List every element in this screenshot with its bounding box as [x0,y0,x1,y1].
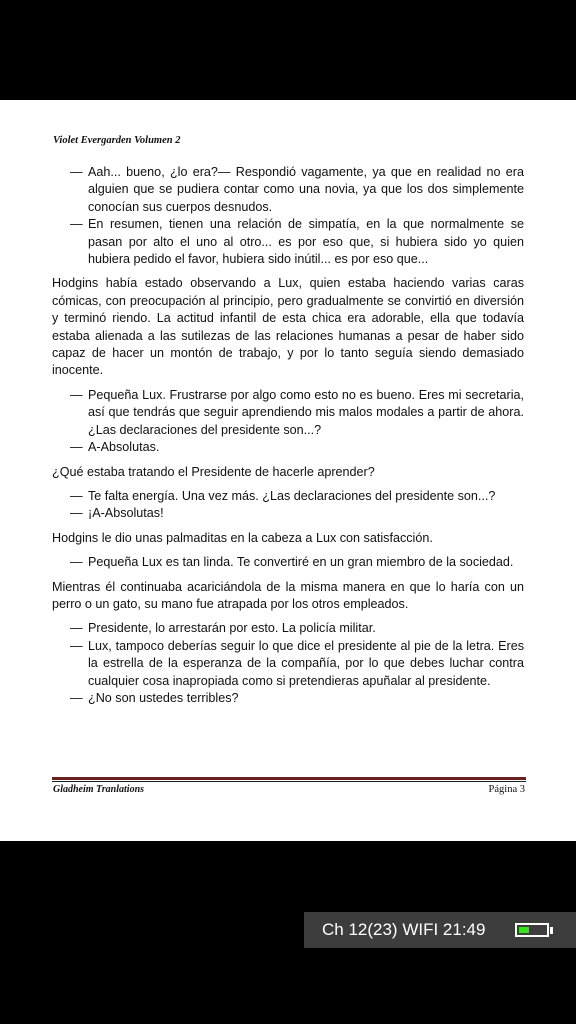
em-dash: — [70,488,83,503]
dialog-text: ¡A-Absolutas! [88,506,164,521]
page-number: Página 3 [488,784,525,795]
dialog-line [70,216,524,268]
dialog-text: Te falta energía. Una vez más. ¿Las declaraciones del presidente son...? [88,488,496,503]
dialog-block [52,620,524,707]
dialog-text: Aah... bueno, ¿lo era?— Respondió vagamente, ya que en realidad no era alguien que se pudiera contar como una novia, ya que los dos simplemente conocían sus cuerpos desnudos. [88,165,524,214]
dialog-block [52,488,524,523]
status-text: Ch 12(23) WIFI 21:49 [322,920,486,939]
narration-paragraph: ¿Qué estaba tratando el Presidente de hacerle aprender? [52,464,375,479]
dialog-text: Pequeña Lux. Frustrarse por algo como esto no es bueno. Eres mi secretaria, así que tendrás que seguir aprendiendo mis malos modales a partir de ahora. ¿Las declaraciones del presidente son...? [88,387,524,437]
document-page [0,100,576,841]
em-dash: — [70,387,83,402]
dialog-text: ¿No son ustedes terribles? [88,690,239,705]
em-dash: — [70,690,83,705]
em-dash: — [70,506,83,521]
em-dash: — [70,440,83,455]
dialog-block [52,164,524,268]
em-dash: — [70,638,83,653]
narration-paragraph: Hodgins había estado observando a Lux, quien estaba haciendo varias caras cómicas, con preocupación al principio, pero gradualmente se convirtió en diversión y terminó riendo. La actitud infantil de esta chica era adorable, ella que todavía estaba alienada a las sutilezas de las relaciones humanas a pesar de haber sido capaz de hacer un montón de trabajo, y por lo tanto seguía siendo demasiado inocente. [52,276,524,378]
running-header: Violet Evergarden Volumen 2 [53,135,181,146]
dialog-text: Presidente, lo arrestarán por esto. La policía militar. [88,621,376,636]
status-bar [304,912,576,948]
footer-rule [52,777,526,780]
battery-tip [550,927,553,934]
narration-paragraph: Hodgins le dio unas palmaditas en la cabeza a Lux con satisfacción. [52,530,433,545]
dialog-line [70,620,524,637]
dialog-line [70,690,524,707]
dialog-line [70,387,524,439]
dialog-line [70,488,524,505]
dialog-text: Pequeña Lux es tan linda. Te convertiré en un gran miembro de la sociedad. [88,555,514,570]
em-dash: — [70,217,83,232]
page-body [52,164,524,714]
dialog-text: Lux, tampoco deberías seguir lo que dice el presidente al pie de la letra. Eres la estrella de la esperanza de la compañía, por lo que debes luchar contra cualquier cosa inapropiada como si pretendieras apuñalar al presidente. [88,638,524,688]
footer-credit: Gladheim Tranlations [53,784,145,795]
em-dash: — [70,165,83,179]
battery-fill [519,927,529,933]
dialog-block [52,387,524,457]
narration-paragraph: Mientras él continuaba acariciándola de la misma manera en que lo haría con un perro o un gato, su mano fue atrapada por los otros empleados. [52,579,524,611]
em-dash: — [70,555,83,570]
dialog-line [70,164,524,216]
dialog-block [52,554,524,571]
dialog-line [70,505,524,522]
footer-rule-thin [52,781,526,782]
dialog-text: A-Absolutas. [88,440,160,455]
dialog-line [70,638,524,690]
battery-icon [515,923,549,937]
dialog-line [70,439,524,456]
dialog-text: En resumen, tienen una relación de simpatía, en la que normalmente se pasan por alto el uno al otro... es por eso que, si hubiera sido yo quien hubiera pedido el favor, hubiera sido inútil... es por eso que... [88,217,524,267]
em-dash: — [70,621,83,636]
dialog-line [70,554,524,571]
